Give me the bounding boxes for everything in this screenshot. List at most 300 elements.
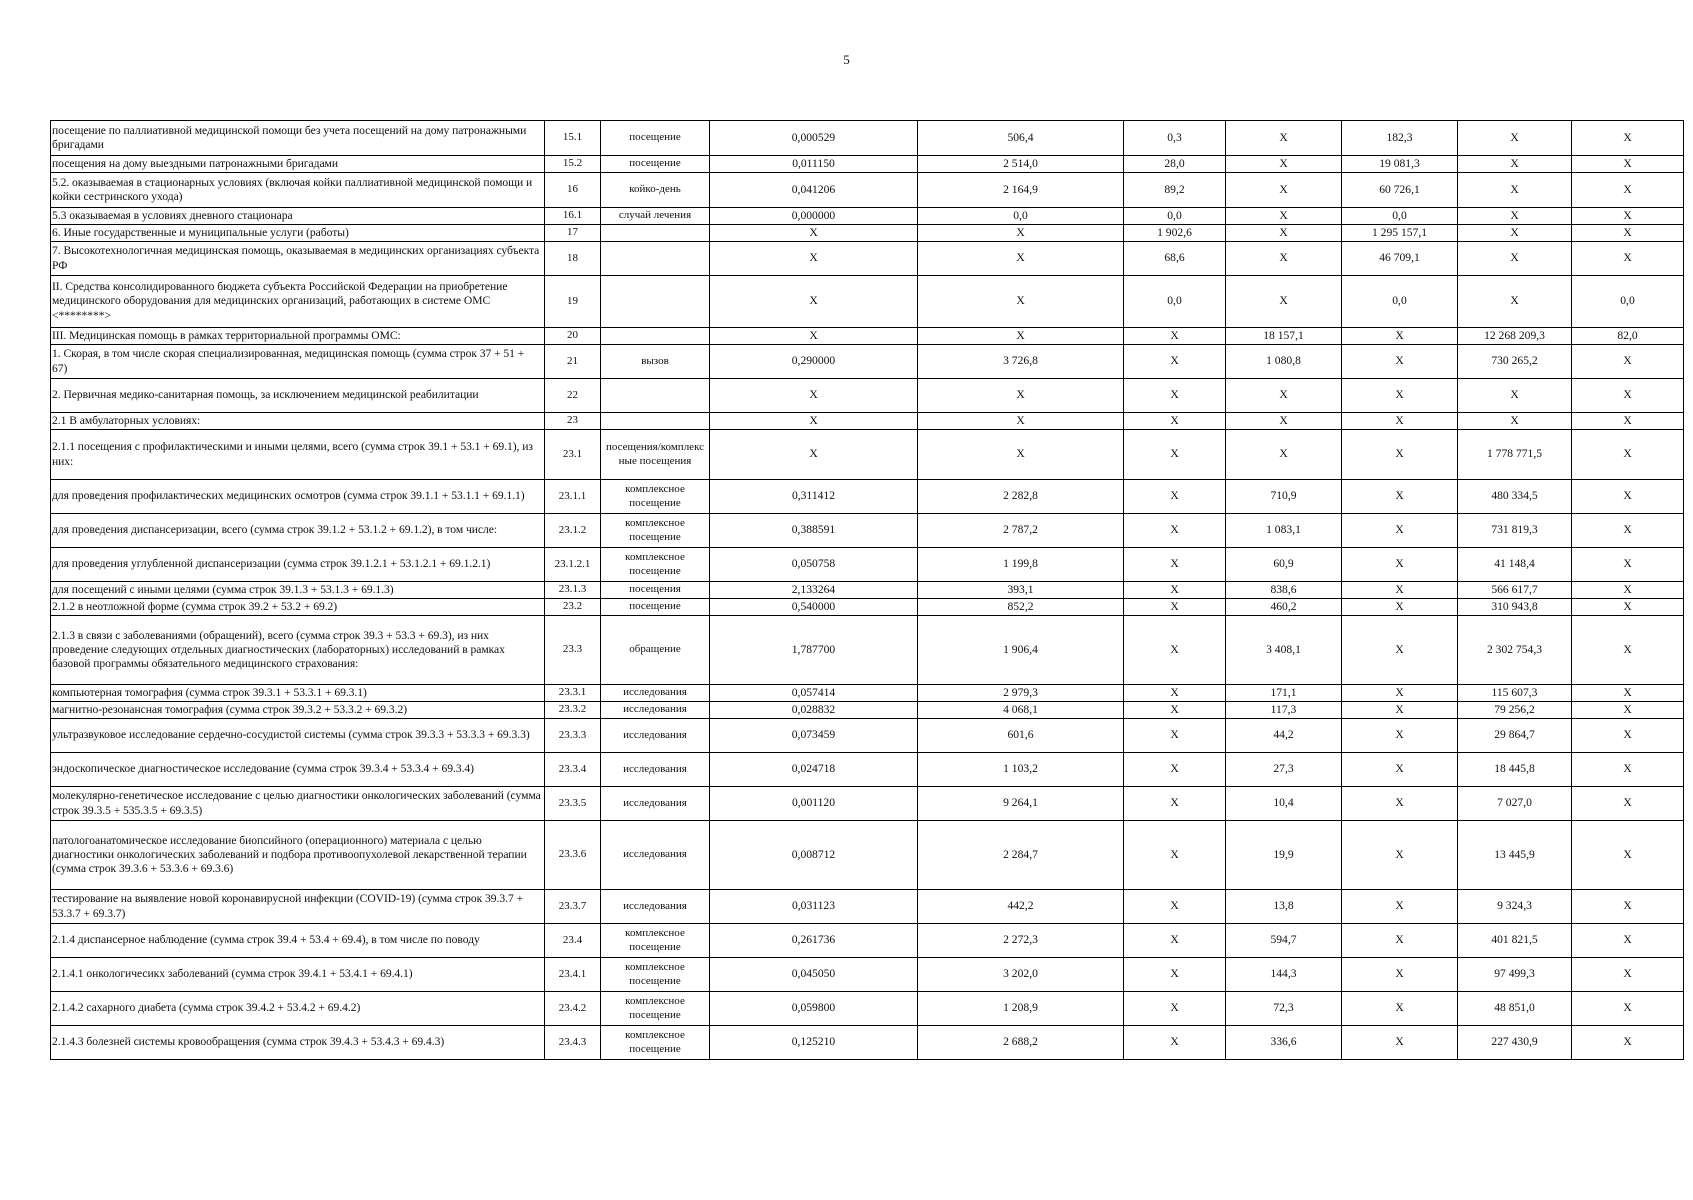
cell-oms-total: 9 324,3 (1458, 890, 1572, 924)
cell-oms-total: Х (1458, 242, 1572, 276)
cell-standard-volume: 0,008712 (710, 821, 918, 890)
table-row (51, 924, 1684, 958)
cell-budget-total: Х (1342, 430, 1458, 480)
row-unit (601, 242, 710, 276)
row-name: 2. Первичная медико-санитарная помощь, за исключением медицинской реабилитации (51, 379, 545, 413)
cell-oms-total: 731 819,3 (1458, 514, 1572, 548)
row-number: 23.1.3 (545, 582, 601, 599)
cell-standard-volume: 0,028832 (710, 702, 918, 719)
cell-percent: Х (1572, 548, 1684, 582)
row-unit (601, 276, 710, 328)
cell-oms-total: Х (1458, 413, 1572, 430)
cell-standard-volume: 0,388591 (710, 514, 918, 548)
cell-percent: Х (1572, 958, 1684, 992)
cell-standard-cost: 2 282,8 (918, 480, 1124, 514)
cell-budget-per-capita: 28,0 (1124, 156, 1226, 173)
cell-percent: Х (1572, 702, 1684, 719)
row-name: для проведения углубленной диспансеризации (сумма строк 39.1.2.1 + 53.1.2.1 + 69.1.2.1) (51, 548, 545, 582)
row-number: 17 (545, 225, 601, 242)
cell-standard-volume: 0,000529 (710, 121, 918, 156)
cell-standard-cost: 9 264,1 (918, 787, 1124, 821)
cell-oms-per-capita: Х (1226, 430, 1342, 480)
cell-budget-per-capita: Х (1124, 480, 1226, 514)
cell-standard-volume: 0,057414 (710, 685, 918, 702)
cell-budget-total: Х (1342, 599, 1458, 616)
row-name: 2.1.4.2 сахарного диабета (сумма строк 39.4.2 + 53.4.2 + 69.4.2) (51, 992, 545, 1026)
cell-oms-per-capita: Х (1226, 242, 1342, 276)
cell-budget-total: Х (1342, 413, 1458, 430)
cell-oms-per-capita: 117,3 (1226, 702, 1342, 719)
cell-standard-cost: 1 906,4 (918, 616, 1124, 685)
row-number: 23.3.1 (545, 685, 601, 702)
cell-percent: Х (1572, 208, 1684, 225)
row-unit: койко-день (601, 173, 710, 208)
cell-oms-per-capita: 594,7 (1226, 924, 1342, 958)
cell-oms-total: 730 265,2 (1458, 345, 1572, 379)
cell-oms-per-capita: 710,9 (1226, 480, 1342, 514)
cell-oms-per-capita: 19,9 (1226, 821, 1342, 890)
cell-budget-per-capita: 68,6 (1124, 242, 1226, 276)
cell-percent: Х (1572, 719, 1684, 753)
cell-budget-total: Х (1342, 480, 1458, 514)
cell-standard-cost: 2 688,2 (918, 1026, 1124, 1060)
row-name: 2.1.2 в неотложной форме (сумма строк 39.2 + 53.2 + 69.2) (51, 599, 545, 616)
row-number: 23.1 (545, 430, 601, 480)
row-unit: исследования (601, 787, 710, 821)
cell-oms-total: 227 430,9 (1458, 1026, 1572, 1060)
table-row (51, 599, 1684, 616)
row-name: 2.1.3 в связи с заболеваниями (обращений), всего (сумма строк 39.3 + 53.3 + 69.3), из них проведение следующих отдельных диагностических (лабораторных) исследований в рамках базовой программы обязательного медицинского страхования: (51, 616, 545, 685)
row-number: 20 (545, 328, 601, 345)
cell-oms-total: 401 821,5 (1458, 924, 1572, 958)
row-number: 23 (545, 413, 601, 430)
row-unit (601, 328, 710, 345)
cell-budget-total: Х (1342, 958, 1458, 992)
cell-standard-cost: 2 787,2 (918, 514, 1124, 548)
row-unit: посещение (601, 121, 710, 156)
table-row (51, 156, 1684, 173)
row-name: 5.2. оказываемая в стационарных условиях (включая койки паллиативной медицинской помощи и койки сестринского ухода) (51, 173, 545, 208)
cell-budget-per-capita: 0,3 (1124, 121, 1226, 156)
row-number: 22 (545, 379, 601, 413)
row-unit: посещения/комплекс ные посещения (601, 430, 710, 480)
cell-budget-per-capita: Х (1124, 599, 1226, 616)
table-row (51, 345, 1684, 379)
cell-standard-volume: 0,050758 (710, 548, 918, 582)
cell-percent: Х (1572, 753, 1684, 787)
cell-standard-volume: Х (710, 430, 918, 480)
row-name: посещения на дому выездными патронажными бригадами (51, 156, 545, 173)
cell-oms-per-capita: 1 083,1 (1226, 514, 1342, 548)
row-number: 18 (545, 242, 601, 276)
page-number: 5 (843, 52, 850, 67)
cell-oms-total: Х (1458, 225, 1572, 242)
cell-percent: Х (1572, 480, 1684, 514)
cell-standard-volume: Х (710, 328, 918, 345)
row-unit: исследования (601, 685, 710, 702)
cell-budget-per-capita: Х (1124, 345, 1226, 379)
table-row (51, 787, 1684, 821)
row-unit: комплексное посещение (601, 480, 710, 514)
table-row (51, 958, 1684, 992)
cell-oms-per-capita: Х (1226, 225, 1342, 242)
cell-budget-total: Х (1342, 582, 1458, 599)
cell-standard-volume: Х (710, 225, 918, 242)
row-name: 6. Иные государственные и муниципальные услуги (работы) (51, 225, 545, 242)
cell-oms-total: Х (1458, 173, 1572, 208)
cell-oms-total: Х (1458, 156, 1572, 173)
cell-budget-per-capita: Х (1124, 685, 1226, 702)
row-number: 23.3.3 (545, 719, 601, 753)
cell-standard-volume: Х (710, 276, 918, 328)
cell-standard-volume: 0,073459 (710, 719, 918, 753)
table-row (51, 430, 1684, 480)
row-unit: исследования (601, 753, 710, 787)
row-name: 7. Высокотехнологичная медицинская помощь, оказываемая в медицинских организациях субъекта РФ (51, 242, 545, 276)
row-name: тестирование на выявление новой коронавирусной инфекции (COVID-19) (сумма строк 39.3.7 + 53.3.7 + 69.3.7) (51, 890, 545, 924)
cell-budget-per-capita: Х (1124, 328, 1226, 345)
cell-standard-cost: 4 068,1 (918, 702, 1124, 719)
row-number: 23.1.2 (545, 514, 601, 548)
cell-oms-per-capita: 44,2 (1226, 719, 1342, 753)
cell-oms-per-capita: 460,2 (1226, 599, 1342, 616)
cell-budget-total: Х (1342, 821, 1458, 890)
cell-standard-volume: 0,045050 (710, 958, 918, 992)
row-name: 2.1.4 диспансерное наблюдение (сумма строк 39.4 + 53.4 + 69.4), в том числе по поводу (51, 924, 545, 958)
table-row (51, 242, 1684, 276)
cell-budget-total: Х (1342, 719, 1458, 753)
row-unit (601, 379, 710, 413)
cell-budget-per-capita: Х (1124, 958, 1226, 992)
table-row (51, 992, 1684, 1026)
cell-standard-cost: 393,1 (918, 582, 1124, 599)
cell-oms-total: Х (1458, 276, 1572, 328)
row-number: 23.3.2 (545, 702, 601, 719)
cell-budget-total: 182,3 (1342, 121, 1458, 156)
cell-percent: Х (1572, 514, 1684, 548)
cell-standard-volume: Х (710, 413, 918, 430)
row-name: для посещений с иными целями (сумма строк 39.1.3 + 53.1.3 + 69.1.3) (51, 582, 545, 599)
cell-standard-cost: 2 272,3 (918, 924, 1124, 958)
cell-budget-per-capita: Х (1124, 379, 1226, 413)
cell-oms-per-capita: 60,9 (1226, 548, 1342, 582)
cell-percent: Х (1572, 787, 1684, 821)
row-unit: комплексное посещение (601, 548, 710, 582)
cell-standard-cost: 601,6 (918, 719, 1124, 753)
row-number: 23.2 (545, 599, 601, 616)
cell-standard-volume: 2,133264 (710, 582, 918, 599)
cell-oms-per-capita: 13,8 (1226, 890, 1342, 924)
cell-oms-total: 41 148,4 (1458, 548, 1572, 582)
cell-budget-total: 0,0 (1342, 276, 1458, 328)
cell-standard-cost: Х (918, 379, 1124, 413)
cell-budget-per-capita: Х (1124, 582, 1226, 599)
cell-standard-volume: 1,787700 (710, 616, 918, 685)
cell-percent: Х (1572, 430, 1684, 480)
row-number: 23.1.2.1 (545, 548, 601, 582)
row-number: 19 (545, 276, 601, 328)
table-row (51, 208, 1684, 225)
table-row (51, 753, 1684, 787)
cell-budget-total: 1 295 157,1 (1342, 225, 1458, 242)
cell-oms-per-capita: 10,4 (1226, 787, 1342, 821)
cell-budget-per-capita: Х (1124, 702, 1226, 719)
cell-oms-per-capita: 171,1 (1226, 685, 1342, 702)
cell-percent: Х (1572, 345, 1684, 379)
cell-budget-per-capita: 1 902,6 (1124, 225, 1226, 242)
table-row (51, 685, 1684, 702)
cell-budget-total: Х (1342, 924, 1458, 958)
cell-standard-volume: 0,031123 (710, 890, 918, 924)
cell-standard-cost: 852,2 (918, 599, 1124, 616)
table-row (51, 890, 1684, 924)
cell-standard-cost: Х (918, 276, 1124, 328)
row-unit: комплексное посещение (601, 958, 710, 992)
table-row (51, 379, 1684, 413)
cell-budget-total: 60 726,1 (1342, 173, 1458, 208)
table-row (51, 582, 1684, 599)
cell-oms-total: Х (1458, 121, 1572, 156)
table-row (51, 702, 1684, 719)
cell-percent: Х (1572, 924, 1684, 958)
row-name: посещение по паллиативной медицинской помощи без учета посещений на дому патронажными бригадами (51, 121, 545, 156)
cell-standard-cost: 1 103,2 (918, 753, 1124, 787)
cell-budget-per-capita: Х (1124, 413, 1226, 430)
cell-standard-cost: Х (918, 430, 1124, 480)
cell-budget-per-capita: Х (1124, 1026, 1226, 1060)
row-unit (601, 225, 710, 242)
row-name: II. Средства консолидированного бюджета субъекта Российской Федерации на приобретение медицинского оборудования для медицинских организаций, работающих в системе ОМС <********> (51, 276, 545, 328)
row-unit: комплексное посещение (601, 924, 710, 958)
row-number: 23.4.1 (545, 958, 601, 992)
cell-standard-cost: 2 284,7 (918, 821, 1124, 890)
cell-oms-per-capita: Х (1226, 379, 1342, 413)
cell-standard-volume: 0,540000 (710, 599, 918, 616)
cell-percent: Х (1572, 685, 1684, 702)
row-name: для проведения диспансеризации, всего (сумма строк 39.1.2 + 53.1.2 + 69.1.2), в том числе: (51, 514, 545, 548)
cell-oms-per-capita: 336,6 (1226, 1026, 1342, 1060)
cell-percent: 0,0 (1572, 276, 1684, 328)
cell-oms-per-capita: Х (1226, 121, 1342, 156)
cell-budget-total: Х (1342, 890, 1458, 924)
cell-percent: Х (1572, 379, 1684, 413)
cell-budget-per-capita: Х (1124, 719, 1226, 753)
cell-percent: Х (1572, 242, 1684, 276)
cell-budget-per-capita: Х (1124, 924, 1226, 958)
cell-oms-per-capita: 1 080,8 (1226, 345, 1342, 379)
cell-standard-cost: 1 208,9 (918, 992, 1124, 1026)
row-unit: случай лечения (601, 208, 710, 225)
cell-oms-per-capita: Х (1226, 156, 1342, 173)
cell-budget-per-capita: Х (1124, 753, 1226, 787)
row-name: III. Медицинская помощь в рамках территориальной программы ОМС: (51, 328, 545, 345)
table-row (51, 480, 1684, 514)
cell-standard-volume: 0,125210 (710, 1026, 918, 1060)
cell-standard-cost: Х (918, 242, 1124, 276)
table-row (51, 616, 1684, 685)
table-row (51, 413, 1684, 430)
cell-oms-total: 480 334,5 (1458, 480, 1572, 514)
cell-budget-total: Х (1342, 548, 1458, 582)
cell-budget-per-capita: Х (1124, 430, 1226, 480)
row-unit: посещение (601, 599, 710, 616)
cell-percent: Х (1572, 582, 1684, 599)
cell-budget-total: Х (1342, 328, 1458, 345)
row-unit: исследования (601, 719, 710, 753)
cell-oms-per-capita: 18 157,1 (1226, 328, 1342, 345)
cell-oms-per-capita: Х (1226, 413, 1342, 430)
cell-budget-total: Х (1342, 685, 1458, 702)
cell-oms-total: 7 027,0 (1458, 787, 1572, 821)
cell-percent: Х (1572, 156, 1684, 173)
cell-standard-volume: Х (710, 379, 918, 413)
cell-standard-cost: Х (918, 413, 1124, 430)
cell-standard-cost: Х (918, 225, 1124, 242)
cell-standard-volume: Х (710, 242, 918, 276)
cell-standard-volume: 0,000000 (710, 208, 918, 225)
cell-standard-cost: 442,2 (918, 890, 1124, 924)
cell-standard-cost: 2 979,3 (918, 685, 1124, 702)
table-row (51, 328, 1684, 345)
cell-budget-per-capita: 0,0 (1124, 276, 1226, 328)
cell-percent: Х (1572, 225, 1684, 242)
row-name: 1. Скорая, в том числе скорая специализированная, медицинская помощь (сумма строк 37 + 51 + 67) (51, 345, 545, 379)
cell-standard-cost: 2 514,0 (918, 156, 1124, 173)
row-name: магнитно-резонансная томография (сумма строк 39.3.2 + 53.3.2 + 69.3.2) (51, 702, 545, 719)
table-row (51, 719, 1684, 753)
cell-budget-per-capita: Х (1124, 890, 1226, 924)
row-name: ультразвуковое исследование сердечно-сосудистой системы (сумма строк 39.3.3 + 53.3.3 + 69.3.3) (51, 719, 545, 753)
cell-standard-volume: 0,261736 (710, 924, 918, 958)
cell-standard-cost: 2 164,9 (918, 173, 1124, 208)
cell-budget-total: Х (1342, 787, 1458, 821)
table-row (51, 821, 1684, 890)
cell-standard-volume: 0,311412 (710, 480, 918, 514)
cell-oms-total: 12 268 209,3 (1458, 328, 1572, 345)
row-number: 16 (545, 173, 601, 208)
cell-budget-total: Х (1342, 992, 1458, 1026)
cell-oms-total: 48 851,0 (1458, 992, 1572, 1026)
row-unit: комплексное посещение (601, 992, 710, 1026)
row-number: 23.1.1 (545, 480, 601, 514)
cell-oms-total: Х (1458, 379, 1572, 413)
cell-oms-total: 566 617,7 (1458, 582, 1572, 599)
cell-budget-per-capita: Х (1124, 548, 1226, 582)
row-name: патологоанатомическое исследование биопсийного (операционного) материала с целью диагностики онкологических заболеваний и подбора противоопухолевой лекарственной терапии (сумма строк 39.3.6 + 53.3.6 + 69.3.6) (51, 821, 545, 890)
cell-standard-volume: 0,011150 (710, 156, 918, 173)
row-number: 23.3.7 (545, 890, 601, 924)
cell-standard-cost: 0,0 (918, 208, 1124, 225)
cell-percent: Х (1572, 1026, 1684, 1060)
cell-budget-per-capita: Х (1124, 616, 1226, 685)
cell-standard-cost: Х (918, 328, 1124, 345)
cell-oms-per-capita: Х (1226, 173, 1342, 208)
cell-budget-total: Х (1342, 1026, 1458, 1060)
row-unit: исследования (601, 890, 710, 924)
cell-percent: Х (1572, 890, 1684, 924)
cell-oms-per-capita: Х (1226, 276, 1342, 328)
table-row (51, 548, 1684, 582)
cell-oms-total: 18 445,8 (1458, 753, 1572, 787)
cell-budget-total: 0,0 (1342, 208, 1458, 225)
cell-oms-per-capita: 3 408,1 (1226, 616, 1342, 685)
row-unit (601, 413, 710, 430)
row-number: 23.3.4 (545, 753, 601, 787)
cell-oms-total: 97 499,3 (1458, 958, 1572, 992)
row-number: 16.1 (545, 208, 601, 225)
row-name: 5.3 оказываемая в условиях дневного стационара (51, 208, 545, 225)
row-number: 15.2 (545, 156, 601, 173)
table-row (51, 276, 1684, 328)
cell-standard-volume: 0,024718 (710, 753, 918, 787)
cell-standard-volume: 0,290000 (710, 345, 918, 379)
row-number: 23.4.3 (545, 1026, 601, 1060)
cell-oms-total: 310 943,8 (1458, 599, 1572, 616)
cell-standard-cost: 506,4 (918, 121, 1124, 156)
cell-standard-volume: 0,059800 (710, 992, 918, 1026)
cell-oms-total: 115 607,3 (1458, 685, 1572, 702)
cell-budget-total: Х (1342, 702, 1458, 719)
row-name: компьютерная томография (сумма строк 39.3.1 + 53.3.1 + 69.3.1) (51, 685, 545, 702)
cell-budget-total: 46 709,1 (1342, 242, 1458, 276)
cell-standard-cost: 3 202,0 (918, 958, 1124, 992)
cell-oms-total: 13 445,9 (1458, 821, 1572, 890)
cell-budget-per-capita: Х (1124, 787, 1226, 821)
table-row (51, 514, 1684, 548)
cell-percent: Х (1572, 413, 1684, 430)
row-number: 23.3.6 (545, 821, 601, 890)
table-row (51, 225, 1684, 242)
row-number: 23.3 (545, 616, 601, 685)
cell-percent: Х (1572, 821, 1684, 890)
cell-budget-per-capita: 0,0 (1124, 208, 1226, 225)
cell-oms-per-capita: 838,6 (1226, 582, 1342, 599)
row-unit: посещения (601, 582, 710, 599)
row-unit: вызов (601, 345, 710, 379)
row-unit: посещение (601, 156, 710, 173)
row-name: 2.1.4.1 онкологичесикх заболеваний (сумма строк 39.4.1 + 53.4.1 + 69.4.1) (51, 958, 545, 992)
row-name: 2.1 В амбулаторных условиях: (51, 413, 545, 430)
row-unit: обращение (601, 616, 710, 685)
cell-budget-per-capita: Х (1124, 992, 1226, 1026)
row-number: 21 (545, 345, 601, 379)
cell-budget-total: Х (1342, 379, 1458, 413)
cell-budget-total: Х (1342, 616, 1458, 685)
cell-budget-per-capita: Х (1124, 821, 1226, 890)
cell-oms-total: 29 864,7 (1458, 719, 1572, 753)
cell-standard-cost: 1 199,8 (918, 548, 1124, 582)
cell-budget-total: Х (1342, 345, 1458, 379)
table-row (51, 121, 1684, 156)
cell-percent: Х (1572, 599, 1684, 616)
row-unit: исследования (601, 702, 710, 719)
table-row (51, 173, 1684, 208)
row-unit: комплексное посещение (601, 1026, 710, 1060)
cell-oms-per-capita: 144,3 (1226, 958, 1342, 992)
row-name: молекулярно-генетическое исследование с целью диагностики онкологических заболеваний (сумма строк 39.3.5 + 535.3.5 + 69.3.5) (51, 787, 545, 821)
cell-percent: 82,0 (1572, 328, 1684, 345)
row-number: 23.4 (545, 924, 601, 958)
cell-standard-volume: 0,001120 (710, 787, 918, 821)
cell-percent: Х (1572, 121, 1684, 156)
cell-percent: Х (1572, 992, 1684, 1026)
cell-oms-per-capita: 72,3 (1226, 992, 1342, 1026)
data-table (50, 120, 1684, 1060)
cell-oms-total: 1 778 771,5 (1458, 430, 1572, 480)
row-number: 15.1 (545, 121, 601, 156)
cell-budget-per-capita: 89,2 (1124, 173, 1226, 208)
row-number: 23.3.5 (545, 787, 601, 821)
